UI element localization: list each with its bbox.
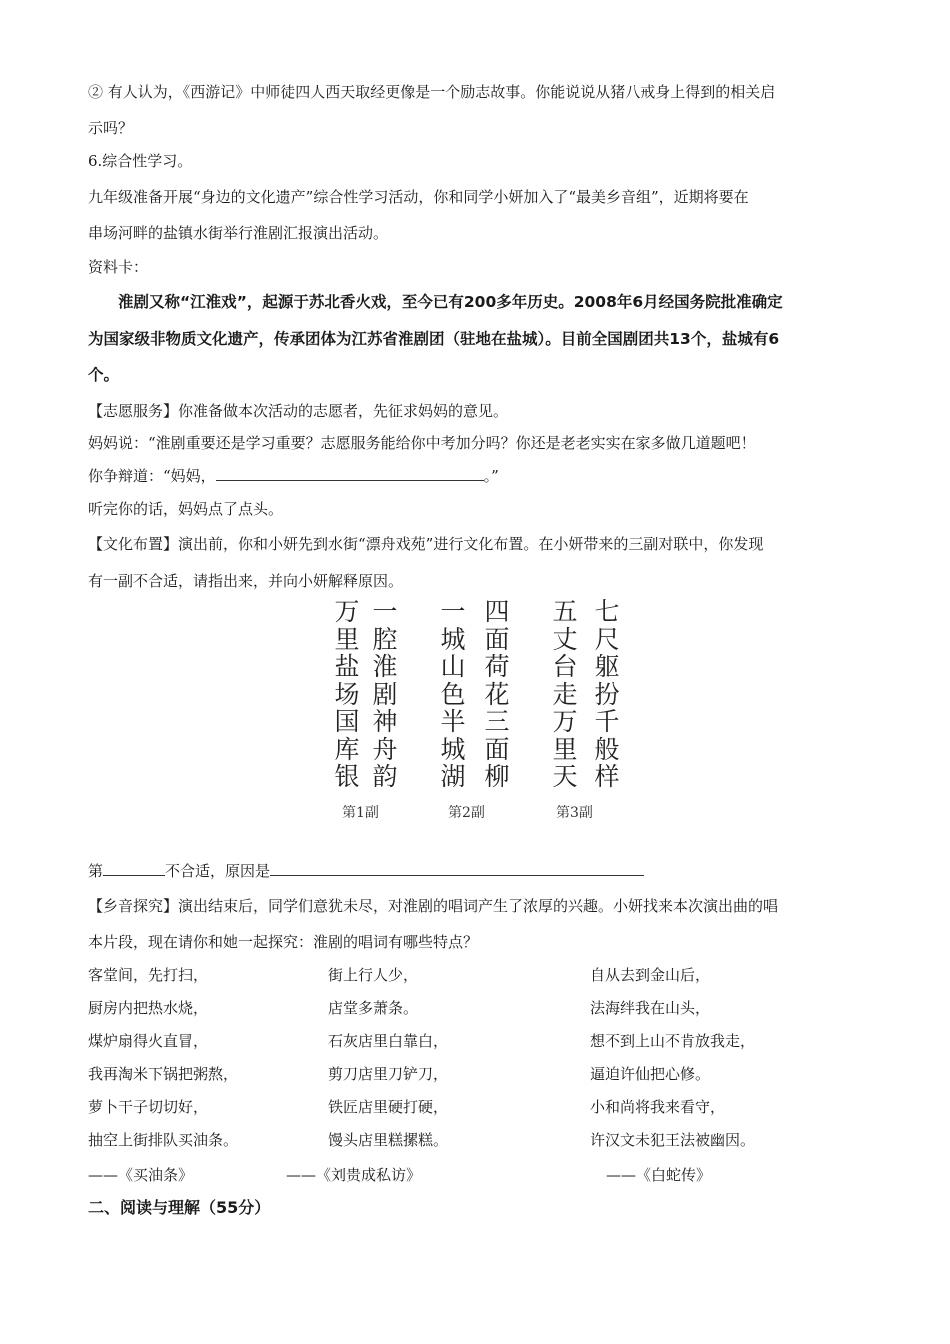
couplet-2-right: 四 面 荷 花 三 面 柳 (484, 597, 510, 791)
answer-line (88, 861, 644, 881)
section-2-heading: 二、阅读与理解（55分） (88, 1198, 271, 1217)
answer-blank-mom[interactable] (216, 466, 484, 481)
couplet-3-caption: 第3副 (556, 805, 593, 821)
couplet-1-caption: 第1副 (342, 805, 379, 821)
volunteer-line2: 妈妈说：“淮剧重要还是学习重要？志愿服务能给你中考加分吗？你还是老老实实在家多做几道题吧！ (88, 434, 756, 452)
lyric-line: 剪刀店里刀铲刀， (328, 1065, 449, 1083)
lyric-line: 逼迫许仙把心修。 (590, 1065, 711, 1083)
lyric-line: 馒头店里糕摞糕。 (328, 1131, 449, 1149)
lyric-line: 萝卜干子切切好， (88, 1098, 209, 1116)
lyric-line: 我再淘米下锅把粥熬， (88, 1065, 239, 1083)
volunteer-line3 (88, 466, 499, 486)
couplet-1-right: 一 腔 淮 剧 神 舟 韵 (372, 597, 398, 791)
answer-prefix: 第 (88, 862, 104, 880)
lyrics-source-2: ——《刘贵成私访》 (286, 1166, 422, 1184)
volunteer-line3-suffix: 。” (483, 467, 499, 485)
lyric-line: 厨房内把热水烧， (88, 999, 209, 1017)
data-card-line3: 个。 (88, 366, 120, 384)
lyrics-column-1 (88, 965, 238, 1163)
lyrics-source-3: ——《白蛇传》 (606, 1166, 712, 1184)
question-6-intro-line1: 九年级准备开展“身边的文化遗产”综合性学习活动，你和同学小妍加入了“最美乡音组”，近期将要在 (88, 188, 749, 206)
couplet-3-left: 五 丈 台 走 万 里 天 (552, 597, 578, 791)
decoration-line2: 有一副不合适，请指出来，并向小妍解释原因。 (88, 572, 404, 590)
lyric-line: 法海绊我在山头， (590, 999, 711, 1017)
explore-line2: 本片段，现在请你和她一起探究：淮剧的唱词有哪些特点？ (88, 933, 479, 951)
volunteer-line3-prefix: 你争辩道：“妈妈， (88, 467, 216, 485)
couplet-1-left: 万 里 盐 场 国 库 银 (334, 597, 360, 791)
couplet-2-caption: 第2副 (448, 805, 485, 821)
couplet-3-right: 七 尺 躯 扮 千 般 样 (594, 597, 620, 791)
lyric-line: 许汉文未犯王法被幽因。 (590, 1131, 756, 1149)
lyric-line: 想不到上山不肯放我走， (590, 1032, 756, 1050)
question-6-title: 6.综合性学习。 (88, 152, 193, 170)
lyric-line: 街上行人少， (328, 966, 419, 984)
lyric-line: 抽空上街排队买油条。 (88, 1131, 239, 1149)
volunteer-line4: 听完你的话，妈妈点了点头。 (88, 500, 284, 518)
lyric-line: 石灰店里白靠白， (328, 1032, 449, 1050)
couplets-figure (330, 598, 630, 833)
data-card-line1: 淮剧又称“江淮戏”，起源于苏北香火戏，至今已有200多年历史。2008年6月经国务院批准确定 (118, 293, 783, 311)
question-6-intro-line2: 串场河畔的盐镇水街举行淮剧汇报演出活动。 (88, 224, 389, 242)
volunteer-line1: 【志愿服务】你准备做本次活动的志愿者，先征求妈妈的意见。 (88, 402, 509, 420)
couplet-2-left: 一 城 山 色 半 城 湖 (440, 597, 466, 791)
answer-blank-number[interactable] (103, 861, 165, 876)
lyric-line: 店堂多萧条。 (328, 999, 419, 1017)
data-card-label: 资料卡： (88, 258, 149, 276)
lyric-line: 小和尚将我来看守， (590, 1098, 726, 1116)
data-card-line2: 为国家级非物质文化遗产，传承团体为江苏省淮剧团（驻地在盐城）。目前全国剧团共13个，盐城有6 (88, 330, 780, 348)
answer-middle: 不合适，原因是 (165, 862, 271, 880)
decoration-line1: 【文化布置】演出前，你和小妍先到水街“漂舟戏苑”进行文化布置。在小妍带来的三副对联中，你发现 (88, 535, 764, 553)
explore-line1: 【乡音探究】演出结束后，同学们意犹未尽，对淮剧的唱词产生了浓厚的兴趣。小妍找来本次演出曲的唱 (88, 897, 779, 915)
lyrics-column-3 (590, 965, 755, 1163)
question-5-2-line1: ② 有人认为，《西游记》中师徒四人西天取经更像是一个励志故事。你能说说从猪八戒身上得到的相关启 (88, 83, 776, 101)
lyrics-column-2 (328, 965, 448, 1163)
lyric-line: 煤炉扇得火直冒， (88, 1032, 209, 1050)
question-5-2-line2: 示吗？ (88, 119, 134, 137)
lyrics-source-1: ——《买油条》 (88, 1166, 194, 1184)
lyric-line: 铁匠店里硬打硬， (328, 1098, 449, 1116)
lyric-line: 客堂间，先打扫， (88, 966, 209, 984)
answer-blank-reason[interactable] (270, 861, 644, 876)
lyric-line: 自从去到金山后， (590, 966, 711, 984)
